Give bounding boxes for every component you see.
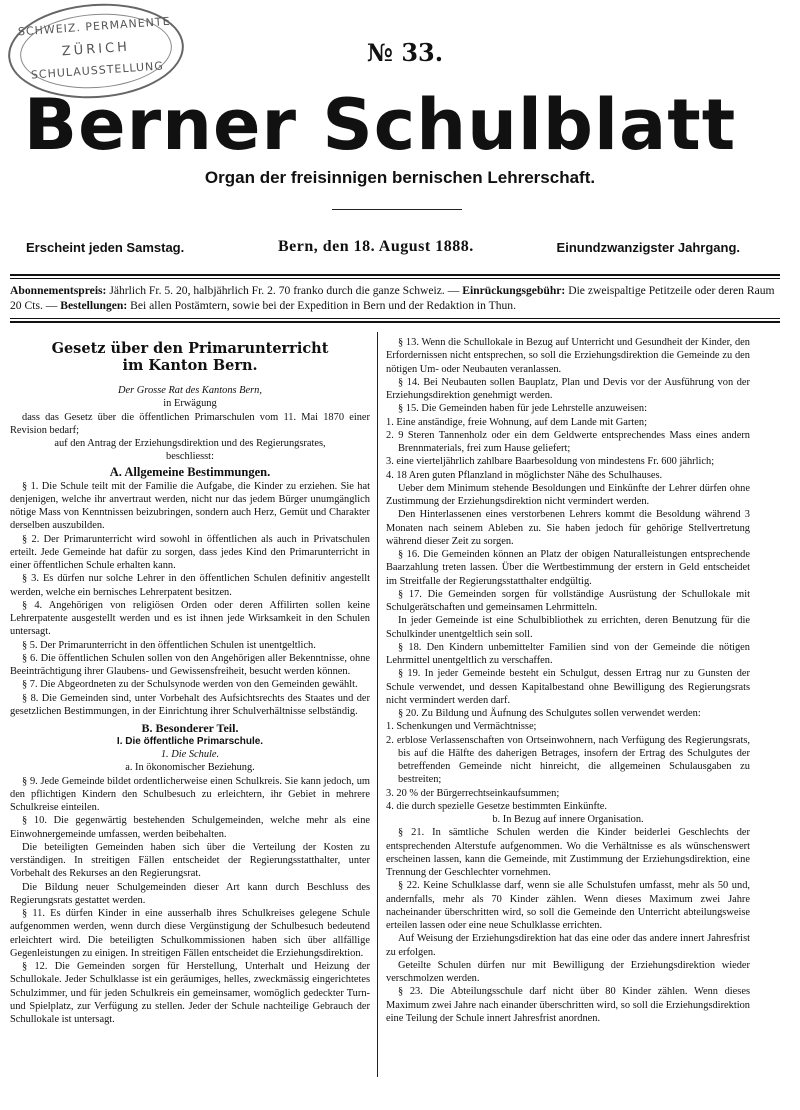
preamble-line: beschliesst:	[166, 451, 214, 463]
paragraph: § 8. Die Gemeinden sind, unter Vorbehalt des Aufsichtsrechts des Staates und der gesetzlichen Bestimmungen, in der Einrichtung ihrer Schulverhältnisse selbständig.	[10, 692, 370, 717]
paragraph: § 21. In sämtliche Schulen werden die Kinder beiderlei Geschlechts der entsprechenden Alterstufe aufgenommen. Wo die Verhältnisse es als wünschenswert erscheinen lassen, kann die Gemeinde, mit Zustimmung der Erziehungsdirektion, eine Trennung der Geschlechter vornehmen.	[386, 827, 750, 878]
masthead-title: Berner Schulblatt	[23, 84, 737, 166]
article-column-left	[10, 336, 370, 1026]
article-title	[10, 340, 370, 374]
issue-date: Bern, den 18. August 1888.	[278, 238, 474, 255]
paragraph: § 9. Jede Gemeinde bildet ordentlicherweise einen Schulkreis. Sie kann jedoch, um den pflichtigen Kindern den Schulbesuch zu erleichtern, ihr Gebiet in mehrere Schulkreise einteilen.	[10, 775, 370, 813]
paragraph: § 19. In jeder Gemeinde besteht ein Schulgut, dessen Ertrag nur zu Gunsten der Schule verwendet, und dessen Kapitalbestand ohne Bewilligung des Regierungsrats nicht vermindert werden darf.	[386, 668, 750, 706]
list-item: 4. 18 Aren guten Pflanzland in möglichster Nähe des Schulhauses.	[386, 469, 663, 481]
paragraph: Ueber dem Minimum stehende Besoldungen und Einkünfte der Lehrer dürfen ohne Zustimmung der Erziehungsdirektion nicht vermindert werden.	[386, 482, 750, 507]
paragraph: § 23. Die Abteilungsschule darf nicht über 80 Kinder zählen. Wenn dieses Maximum zwei Jahre nach einander überschritten wird, so soll die Erziehungsdirektion eine Teilung der Schule innert Jahresfrist anordnen.	[386, 986, 750, 1024]
paragraph: § 4. Angehörigen von religiösen Orden oder deren Affilirten sollen keine Lehrerpatente ausgestellt werden und es ist ihnen jede Wirksamkeit in den Schulen untersagt.	[10, 599, 370, 638]
rule-top-thin	[10, 278, 780, 279]
insertion-fee-text: Die zweispaltige Petitzeile oder deren Raum 20 Cts. —	[10, 284, 775, 312]
subsection-heading: a. In ökonomischer Beziehung.	[125, 762, 255, 774]
article-title-line-2: im Kanton Bern.	[122, 357, 258, 374]
orders-text: Bei allen Postämtern, sowie bei der Expedition in Bern und der Redaktion in Thun.	[127, 299, 516, 312]
publication-frequency: Erscheint jeden Samstag.	[26, 240, 185, 255]
column-divider	[377, 332, 378, 1077]
paragraph: § 7. Die Abgeordneten zu der Schulsynode werden von den Gemeinden gewählt.	[22, 679, 358, 691]
list-item: 1. Schenkungen und Vermächtnisse;	[386, 721, 537, 733]
paragraph: Den Hinterlassenen eines verstorbenen Lehrers kommt die Besoldung während 3 Monaten nach seinem Ableben zu. Sie haben jedoch für gehörige Stellvertretung während dieser Zeit zu sorgen.	[386, 509, 750, 547]
paragraph: § 22. Keine Schulklasse darf, wenn sie alle Schulstufen umfasst, mehr als 50 und, andernfalls, mehr als 70 Kinder zählen. Wenn dieses Maximum zwei Jahre nacheinander überschritten wird, so soll die Gemeinde den Unterricht abteilungsweise erteilen lassen oder eine neue Schulklasse errichten.	[386, 880, 750, 931]
rule-top-thick	[10, 274, 780, 276]
rule-bottom-thin	[10, 318, 780, 319]
subsection-heading: I. Die öffentliche Primarschule.	[116, 736, 264, 747]
paragraph: § 5. Der Primarunterricht in den öffentlichen Schulen ist unentgeltlich.	[22, 639, 316, 651]
masthead-subtitle: Organ der freisinnigen bernischen Lehrerschaft.	[204, 168, 596, 187]
article-column-right	[386, 336, 750, 1025]
paragraph: § 15. Die Gemeinden haben für jede Lehrstelle anzuweisen:	[398, 403, 647, 415]
schulgut-list	[386, 720, 750, 813]
paragraph: § 14. Bei Neubauten sollen Bauplatz, Plan und Devis vor der Ausführung von der Erziehungsdirektion genehmigt werden.	[386, 376, 750, 401]
subsection-heading: 1. Die Schule.	[160, 749, 220, 760]
volume-year: Einundzwanzigster Jahrgang.	[556, 240, 740, 255]
paragraph: § 20. Zu Bildung und Äufnung des Schulgutes sollen verwendet werden:	[398, 708, 701, 719]
preamble-line: auf den Antrag der Erziehungsdirektion und des Regierungsrates,	[54, 438, 326, 449]
paragraph: § 17. Die Gemeinden sorgen für vollständige Ausrüstung der Schullokale mit Schulgerätschaften und gemeinsamen Lehrmitteln.	[386, 588, 750, 613]
paragraph: In jeder Gemeinde ist eine Schulbibliothek zu errichten, deren Benutzung für die Schulkinder unentgeltlich sein soll.	[386, 615, 750, 640]
lehrstelle-list	[386, 416, 750, 482]
paragraph: Geteilte Schulen dürfen nur mit Bewilligung der Erziehungsdirektion wieder verschmolzen werden.	[386, 959, 750, 984]
list-item: 2. 9 Steren Tannenholz oder ein dem Geldwerte entsprechendes Mass eines andern Brennmaterials, frei zum Hause geliefert;	[386, 429, 750, 454]
issue-info-line	[10, 240, 790, 262]
stamp-line-middle: ZÜRICH	[61, 39, 131, 60]
subscription-price-label: Abonnementspreis:	[10, 284, 107, 297]
paragraph: § 2. Der Primarunterricht wird sowohl in öffentlichen als auch in Privatschulen erteilt. Jede Gemeinde hat dafür zu sorgen, dass jedes Kind den Primarunterricht in einer öffentlichen Schule erhalten kann.	[10, 533, 370, 571]
preamble-line: in Erwägung	[163, 398, 217, 410]
issue-number: № 33.	[366, 38, 444, 67]
rule-bottom-thick	[10, 321, 780, 323]
list-item: 4. die durch spezielle Gesetze bestimmten Einkünfte.	[386, 800, 608, 812]
paragraph: § 6. Die öffentlichen Schulen sollen von den Angehörigen aller Bekenntnisse, ohne Beeinträchtigung ihrer Glaubens- und Gewissensfreiheit, besucht werden können.	[10, 652, 370, 677]
paragraph: § 11. Es dürfen Kinder in eine ausserhalb ihres Schulkreises gelegene Schule aufgenommen werden, wenn durch diese Vergünstigung der Schulbesuch bedeutend erleichtert wird. Die beteiligten Schulkommissionen haben sich über allfällige Gegenleistungen zu einigen. In streitigen Fällen entscheidet die Erziehungsdirektion.	[10, 908, 370, 959]
paragraph: § 12. Die Gemeinden sorgen für Herstellung, Unterhalt und Heizung der Schullokale. Jeder Schulklasse ist ein geräumiges, helles, zweckmässig eingerichtetes Schulzimmer, und für jeden Schulkreis ein gemeinsamer, womöglich gedeckter Turn- und Spielplatz, zur Verfügung zu stellen. Jeder der Schule nachteilige Gebrauch der Schullokale ist untersagt.	[10, 961, 370, 1025]
paragraph: § 1. Die Schule teilt mit der Familie die Aufgabe, die Kinder zu erziehen. Sie hat denjenigen, welche ihr anvertraut werden, nicht nur das jedem Bürger unumgänglich nötige Mass von Kenntnissen beizubringen, sondern auch Herz, Gemüt und Charakter derselben auszubilden.	[10, 480, 370, 532]
stamp-line-bottom: SCHULAUSSTELLUNG	[30, 59, 165, 82]
section-heading-b: B. Besonderer Teil.	[141, 721, 239, 735]
paragraph: Die beteiligten Gemeinden haben sich über die Verteilung der Kosten zu verständigen. In streitigen Fällen entscheidet der Regierungsstatthalter, unter Vorbehalt des Rekurses an den Regierungsrat.	[10, 841, 370, 880]
paragraph: § 10. Die gegenwärtig bestehenden Schulgemeinden, welche mehr als eine Einwohnergemeinde umfassen, werden beibehalten.	[10, 815, 370, 840]
preamble-line: Der Grosse Rat des Kantons Bern,	[118, 385, 262, 396]
insertion-fee-label: Einrückungsgebühr:	[459, 284, 566, 297]
subscription-info	[10, 283, 780, 313]
paragraph: § 18. Den Kindern unbemittelter Familien sind von der Gemeinde die nötigen Lehrmittel unentgeltlich zu verschaffen.	[386, 641, 750, 666]
orders-label: Bestellungen:	[57, 299, 128, 312]
paragraph: Auf Weisung der Erziehungsdirektion hat das eine oder das andere innert Jahresfrist zu erfolgen.	[386, 933, 750, 958]
article-title-line-1: Gesetz über den Primarunterricht	[51, 340, 329, 357]
preamble-line: dass das Gesetz über die öffentlichen Primarschulen vom 11. Mai 1870 einer Revision bedarf;	[10, 411, 370, 436]
paragraph: § 16. Die Gemeinden können an Platz der obigen Naturalleistungen entsprechende Baarzahlung treten lassen. Über die Wertbestimmung der erstern in Geld entscheidet im Streitfalle der Regierungsstatthalter endgültig.	[386, 549, 750, 587]
paragraph: § 3. Es dürfen nur solche Lehrer in den öffentlichen Schulen definitiv angestellt werden, welche ein bernisches Lehrerpatent besitzen.	[10, 573, 370, 598]
paragraph: Die Bildung neuer Schulgemeinden dieser Art kann durch Beschluss des Regierungsrats gestattet werden.	[10, 881, 370, 906]
stamp-line-top: SCHWEIZ. PERMANENTE	[17, 14, 171, 39]
list-item: 2. erblose Verlassenschaften von Ortseinwohnern, nach Verfügung des Regierungsrats, bis auf die Hälfte des daherigen Betrages, insofern der Ertrag des Schulgutes der betreffenden Gemeinde nicht hinreicht, die allgemeinen Schulausgaben zu bestreiten;	[386, 734, 750, 786]
paragraph: § 13. Wenn die Schullokale in Bezug auf Unterricht und Gesundheit der Kinder, den Erfordernissen nicht entsprechen, so soll die Erziehungsdirektion die Gemeinde zu den nötigen Um- oder Neubauten veranlassen.	[386, 337, 750, 375]
list-item: 3. eine vierteljährlich zahlbare Baarbesoldung von mindestens Fr. 600 jährlich;	[386, 456, 715, 468]
list-item: 3. 20 % der Bürgerrechtseinkaufsummen;	[386, 787, 560, 799]
list-item: 1. Eine anständige, freie Wohnung, auf dem Lande mit Garten;	[386, 416, 647, 428]
section-heading-a: A. Allgemeine Bestimmungen.	[109, 464, 271, 479]
subscription-price-text: Jährlich Fr. 5. 20, halbjährlich Fr. 2. 70 franko durch die ganze Schweiz. —	[106, 284, 460, 297]
subsection-heading: b. In Bezug auf innere Organisation.	[492, 814, 644, 825]
subtitle-divider	[332, 209, 462, 210]
